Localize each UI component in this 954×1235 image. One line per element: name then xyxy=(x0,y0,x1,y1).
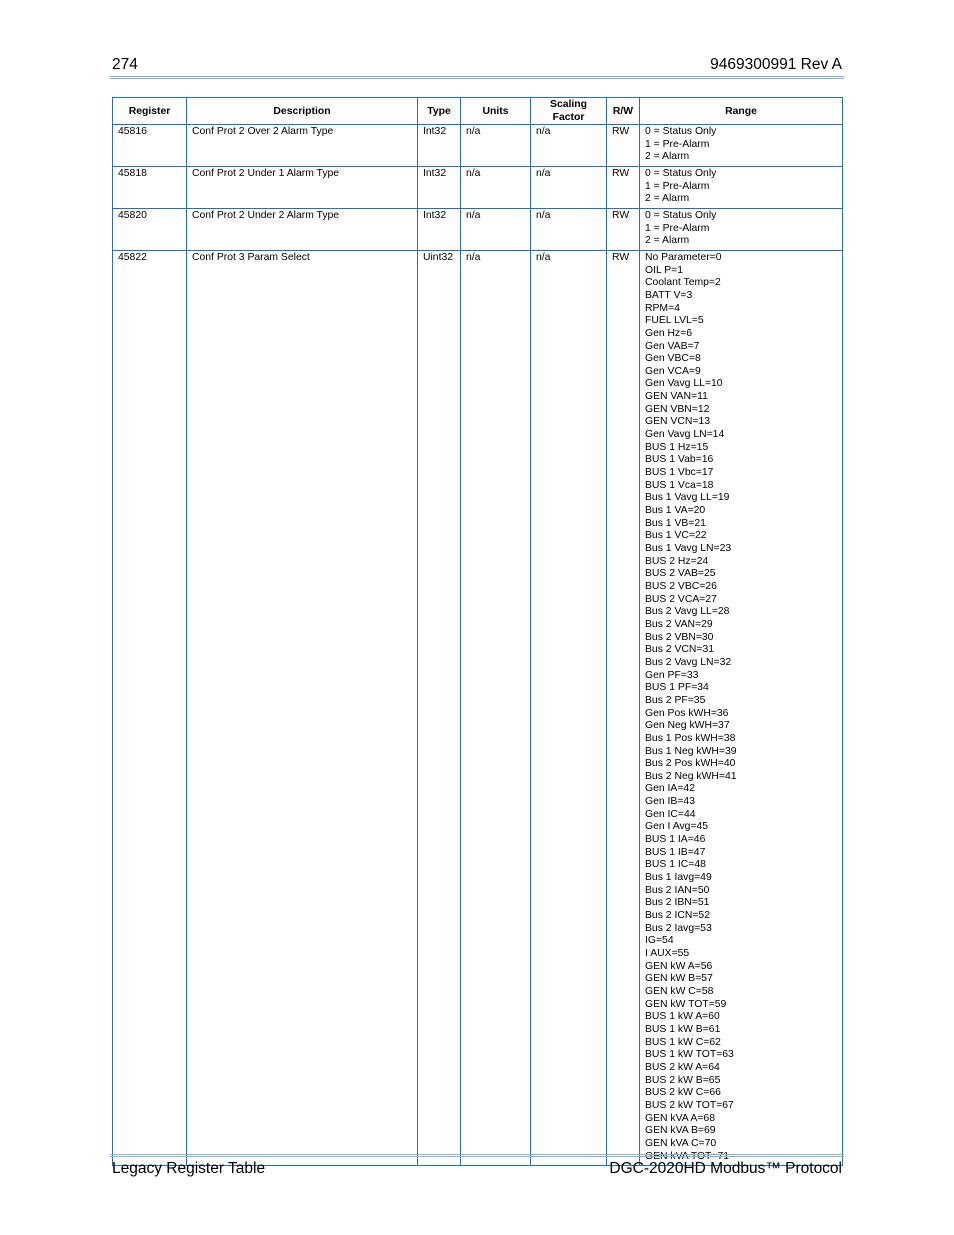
range-item: GEN kW TOT=59 xyxy=(645,998,727,1010)
cell-scaling: n/a xyxy=(531,208,607,250)
range-item: Bus 1 Vavg LN=23 xyxy=(645,543,732,554)
range-item: Gen IC=44 xyxy=(645,808,696,820)
range-item: I AUX=55 xyxy=(645,948,690,959)
page-header xyxy=(112,56,842,76)
range-item: Bus 2 VAN=29 xyxy=(645,618,713,630)
cell-description: Conf Prot 2 Under 1 Alarm Type xyxy=(187,166,418,208)
cell-register: 45820 xyxy=(113,208,187,250)
range-item: BUS 1 PF=34 xyxy=(645,682,709,694)
range-item: Bus 1 Vavg LL=19 xyxy=(645,492,730,504)
range-item: BUS 2 kW TOT=67 xyxy=(645,1099,734,1111)
range-item: Gen VCA=9 xyxy=(645,365,701,377)
range-item: Bus 2 ICN=52 xyxy=(645,910,710,922)
range-item: BUS 2 VBC=26 xyxy=(645,580,717,592)
page-number: 274 xyxy=(112,56,138,73)
range-item: Bus 2 VBN=30 xyxy=(645,631,714,643)
cell-description: Conf Prot 3 Param Select xyxy=(187,250,418,1165)
cell-range xyxy=(640,250,843,1165)
range-item: 2 = Alarm xyxy=(645,193,690,205)
cell-rw: RW xyxy=(607,208,640,250)
range-item: Gen Pos kWH=36 xyxy=(645,707,729,719)
page-footer xyxy=(112,1160,842,1180)
table-row xyxy=(113,250,843,1165)
cell-scaling: n/a xyxy=(531,166,607,208)
range-item: 2 = Alarm xyxy=(645,235,690,247)
range-item: GEN kW C=58 xyxy=(645,985,714,997)
table-row xyxy=(113,208,843,250)
cell-scaling: n/a xyxy=(531,125,607,167)
table-header-row xyxy=(113,98,843,125)
range-item: OIL P=1 xyxy=(645,264,684,276)
range-item: Bus 1 VA=20 xyxy=(645,505,706,517)
range-item: BUS 1 IA=46 xyxy=(645,834,706,846)
range-item: Gen IB=43 xyxy=(645,796,695,808)
range-item: No Parameter=0 xyxy=(645,251,722,263)
range-item: 1 = Pre-Alarm xyxy=(645,180,710,192)
range-item: BUS 1 Vca=18 xyxy=(645,479,714,491)
range-item: 2 = Alarm xyxy=(645,151,690,163)
range-item: GEN kVA B=69 xyxy=(645,1125,716,1137)
range-item: IG=54 xyxy=(645,935,674,947)
cell-type: Int32 xyxy=(418,166,461,208)
range-item: 1 = Pre-Alarm xyxy=(645,222,710,234)
range-item: Bus 2 Vavg LN=32 xyxy=(645,656,732,668)
cell-type: Int32 xyxy=(418,208,461,250)
range-item: BATT V=3 xyxy=(645,289,693,301)
range-item: Bus 1 VB=21 xyxy=(645,517,706,529)
range-item: Bus 1 VC=22 xyxy=(645,530,707,542)
range-item: GEN kW A=56 xyxy=(645,960,713,972)
range-item: BUS 1 Hz=15 xyxy=(645,441,709,453)
cell-type: Int32 xyxy=(418,125,461,167)
cell-type: Uint32 xyxy=(418,250,461,1165)
range-item: Gen PF=33 xyxy=(645,669,699,681)
cell-units: n/a xyxy=(461,250,531,1165)
table-row xyxy=(113,166,843,208)
cell-rw: RW xyxy=(607,166,640,208)
range-item: BUS 2 Hz=24 xyxy=(645,555,709,567)
range-item: GEN VCN=13 xyxy=(645,416,710,428)
range-item: 0 = Status Only xyxy=(645,167,717,179)
cell-range xyxy=(640,208,843,250)
range-item: Gen Neg kWH=37 xyxy=(645,720,730,732)
document-id: 9469300991 Rev A xyxy=(710,56,842,73)
range-item: BUS 1 kW A=60 xyxy=(645,1011,720,1023)
range-item: 0 = Status Only xyxy=(645,126,717,137)
cell-scaling: n/a xyxy=(531,250,607,1165)
range-item: BUS 1 IB=47 xyxy=(645,846,706,858)
range-item: GEN VBN=12 xyxy=(645,403,710,415)
footer-rule xyxy=(110,1154,844,1157)
col-header-scaling-factor: Scaling Factor xyxy=(531,98,607,125)
range-item: GEN VAN=11 xyxy=(645,391,708,403)
range-item: Bus 2 IBN=51 xyxy=(645,897,710,909)
range-item: BUS 1 IC=48 xyxy=(645,859,706,871)
cell-units: n/a xyxy=(461,125,531,167)
col-header-register: Register xyxy=(113,98,187,125)
register-table xyxy=(112,97,843,1166)
range-item: Bus 2 Vavg LL=28 xyxy=(645,606,730,618)
range-item: Bus 2 VCN=31 xyxy=(645,644,715,656)
cell-register: 45818 xyxy=(113,166,187,208)
range-item: Bus 2 PF=35 xyxy=(645,694,706,706)
range-item: GEN kVA A=68 xyxy=(645,1112,715,1124)
cell-register: 45822 xyxy=(113,250,187,1165)
col-header-type: Type xyxy=(418,98,461,125)
range-item: Coolant Temp=2 xyxy=(645,277,721,289)
cell-rw: RW xyxy=(607,250,640,1165)
cell-rw: RW xyxy=(607,125,640,167)
range-item: BUS 1 kW TOT=63 xyxy=(645,1049,734,1061)
range-item: Gen IA=42 xyxy=(645,783,695,795)
range-item: Gen VBC=8 xyxy=(645,353,701,365)
range-item: BUS 1 kW C=62 xyxy=(645,1036,721,1048)
cell-description: Conf Prot 2 Under 2 Alarm Type xyxy=(187,208,418,250)
range-item: BUS 2 VAB=25 xyxy=(645,568,716,580)
col-header-range: Range xyxy=(640,98,843,125)
range-item: GEN kW B=57 xyxy=(645,973,713,985)
cell-description: Conf Prot 2 Over 2 Alarm Type xyxy=(187,125,418,167)
cell-range xyxy=(640,166,843,208)
range-item: BUS 1 kW B=61 xyxy=(645,1023,721,1035)
col-header-units: Units xyxy=(461,98,531,125)
range-item: Gen I Avg=45 xyxy=(645,821,709,833)
range-item: RPM=4 xyxy=(645,302,680,314)
range-item: BUS 1 Vbc=17 xyxy=(645,467,714,479)
range-item: Gen Vavg LN=14 xyxy=(645,429,725,441)
range-item: Bus 2 Pos kWH=40 xyxy=(645,758,736,770)
range-item: Bus 1 Iavg=49 xyxy=(645,872,712,884)
col-header-description: Description xyxy=(187,98,418,125)
col-header-rw: R/W xyxy=(607,98,640,125)
footer-section-title: Legacy Register Table xyxy=(112,1160,266,1177)
cell-units: n/a xyxy=(461,208,531,250)
range-item: Bus 1 Neg kWH=39 xyxy=(645,745,737,757)
range-item: BUS 2 kW A=64 xyxy=(645,1061,720,1073)
header-rule xyxy=(110,76,844,79)
range-item: BUS 2 kW C=66 xyxy=(645,1087,721,1099)
cell-units: n/a xyxy=(461,166,531,208)
cell-register: 45816 xyxy=(113,125,187,167)
range-item: GEN kVA TOT=71 xyxy=(645,1150,730,1162)
range-item: BUS 2 VCA=27 xyxy=(645,593,717,605)
range-item: Bus 2 Neg kWH=41 xyxy=(645,770,737,782)
range-item: 1 = Pre-Alarm xyxy=(645,138,710,150)
range-item: Gen Vavg LL=10 xyxy=(645,378,723,390)
range-item: Gen Hz=6 xyxy=(645,327,693,339)
range-item: Bus 2 Iavg=53 xyxy=(645,922,712,934)
range-item: Bus 2 IAN=50 xyxy=(645,884,710,896)
range-item: Gen VAB=7 xyxy=(645,340,700,352)
cell-range xyxy=(640,125,843,167)
range-item: GEN kVA C=70 xyxy=(645,1137,717,1149)
range-item: Bus 1 Pos kWH=38 xyxy=(645,732,736,744)
footer-document-title: DGC-2020HD Modbus™ Protocol xyxy=(609,1160,842,1177)
range-item: BUS 1 Vab=16 xyxy=(645,454,714,466)
range-item: BUS 2 kW B=65 xyxy=(645,1074,721,1086)
range-item: 0 = Status Only xyxy=(645,209,717,221)
range-item: FUEL LVL=5 xyxy=(645,315,704,327)
table-row xyxy=(113,125,843,167)
